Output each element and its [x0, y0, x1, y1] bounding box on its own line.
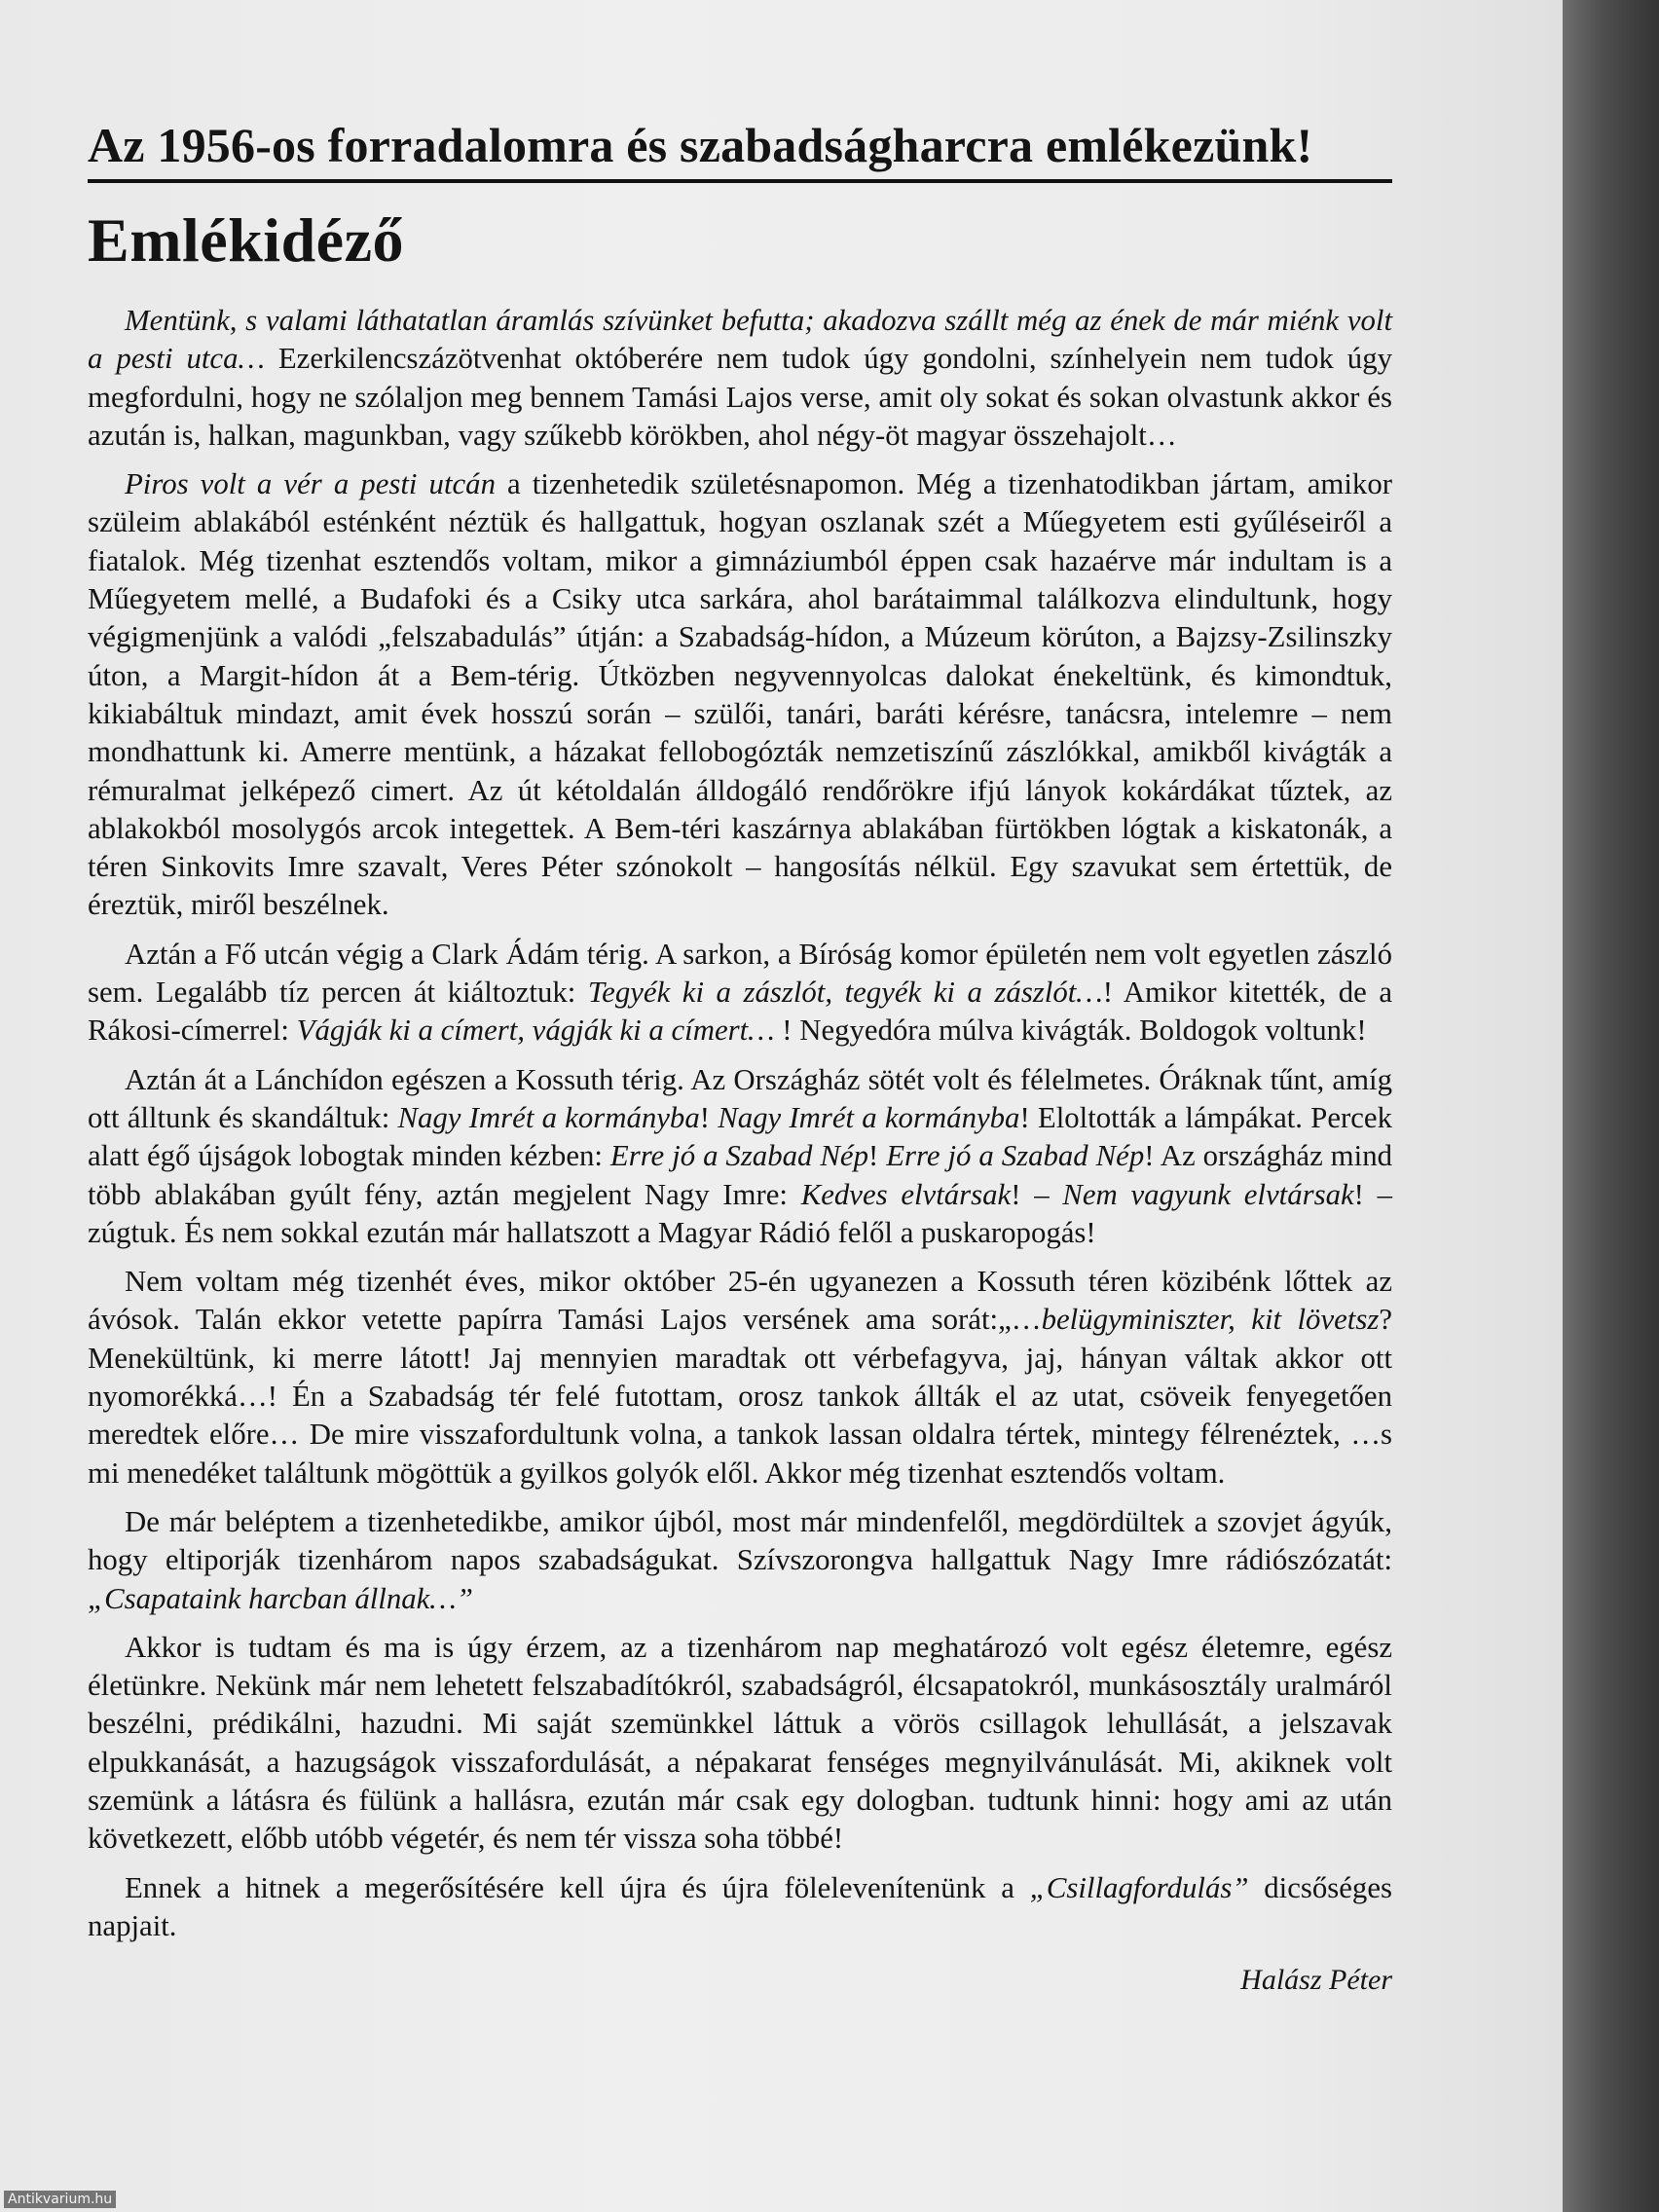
binding-shadow	[1563, 0, 1659, 2212]
article-body	[88, 302, 1392, 1945]
italic-quote: Vágják ki a címert, vágják ki a címert…	[296, 1014, 775, 1048]
italic-quote: „Csillagfordulás”	[1029, 1870, 1249, 1904]
text-run: !	[699, 1100, 719, 1134]
italic-quote: Mentünk, s valami láthatatlan áramlás szívünket befutta; akadozva szállt még az ének de már miénk volt a pesti utca…	[88, 304, 1392, 376]
text-run: De már beléptem a tizenhetedikbe, amikor újból, most már mindenfelől, megdördültek a szovjet ágyúk, hogy eltiporják tizenhárom napos szabadságukat. Szívszorongva hallgattuk Nagy Imre rádiószózatát:	[88, 1504, 1392, 1577]
text-run: Aztán át a Lánchídon egészen a Kossuth térig. Az Országház sötét volt és félelmetes. Óráknak tűnt, amíg ott álltunk és skandáltuk:	[88, 1062, 1392, 1134]
text-run: ! Negyedóra múlva kivágták. Boldogok voltunk!	[774, 1014, 1367, 1048]
article	[88, 115, 1392, 2000]
text-run: ! Eloltották a lámpákat. Percek alatt égő újságok lobogtak minden kézben:	[88, 1100, 1392, 1173]
italic-quote: Nagy Imrét a kormányba	[397, 1100, 700, 1134]
text-run: ! Amikor kitették, de a Rákosi-címerrel:	[88, 976, 1392, 1048]
paragraph	[88, 936, 1392, 1051]
text-run: !	[867, 1139, 887, 1173]
paragraph	[88, 302, 1392, 455]
section-header: Az 1956-os forradalomra és szabadságharcra emlékezünk!	[88, 115, 1392, 183]
text-run: Ezerkilencszázötvenhat októberére nem tudok úgy gondolni, színhelyein nem tudok úgy megfordulni, hogy ne szólaljon meg bennem Tamási Lajos verse, amit oly sokat és sokan olvastunk akkor és azután is, halkan, magunkban, vagy szűkebb körökben, ahol négy-öt magyar összehajolt…	[88, 342, 1393, 452]
text-run: ! Az országház mind több ablakában gyúlt fény, aztán megjelent Nagy Imre:	[88, 1139, 1392, 1211]
paragraph	[88, 1263, 1392, 1493]
italic-quote: belügyminiszter, kit lövetsz	[1041, 1303, 1380, 1337]
author-signature: Halász Péter	[1240, 1964, 1392, 1997]
italic-quote: Tegyék ki a zászlót, tegyék ki a zászlót…	[587, 976, 1103, 1010]
text-run: Nem voltam még tizenhét éves, mikor október 25-én ugyanezen a Kossuth téren közibénk lőttek az ávósok. Talán ekkor vetette papírra Tamási Lajos versének ama sorát:„…	[88, 1265, 1392, 1337]
italic-quote: Kedves elvtársak	[800, 1177, 1012, 1211]
paragraph	[88, 465, 1392, 925]
text-run: ! – zúgtuk. És nem sokkal ezután már hallatszott a Magyar Rádió felől a puskaropogás!	[88, 1177, 1392, 1249]
text-run: ? Menekültünk, ki merre látott! Jaj mennyien maradtak ott vérbefagyva, jaj, hányan váltak akkor ott nyomorékká…! Én a Szabadság tér felé futottam, orosz tankok állták el az utat, csöveik fenyegetően meredtek előre… De mire visszafordultunk volna, a tankok lassan oldalra tértek, mintegy félrenéztek, …s mi menedéket találtunk mögöttük a gyilkos golyók elől. Akkor még tizenhat esztendős voltam.	[88, 1303, 1392, 1490]
paragraph	[88, 1869, 1392, 1946]
text-run: a tizenhetedik születésnapomon. Még a tizenhatodikban jártam, amikor szüleim ablakából esténként néztük és hallgattuk, hogyan oszlanak szét a Műegyetem esti gyűléseiről a fiatalok. Még tizenhat esztendős voltam, mikor a gimnáziumból éppen csak hazaérve már indultam is a Műegyetem mellé, a Budafoki és a Csiky utca sarkára, ahol barátaimmal találkozva elindultunk, hogy végigmenjünk a valódi „felszabadulás” útján: a Szabadság-hídon, a Múzeum körúton, a Bajzsy-Zsilinszky úton, a Margit-hídon át a Bem-térig. Útközben negyvennyolcas dalokat énekeltünk, és kimondtuk, kikiabáltuk mindazt, amit évek hosszú során – szülői, tanári, baráti kérésre, tanácsra, intelemre – nem mondhattunk ki. Amerre mentünk, a házakat fellobogózták nemzetiszínű zászlókkal, amikből kivágták a rémuralmat jelképező cimert. Az út kétoldalán álldogáló rendőrökre ifjú lányok kokárdákat tűztek, az ablakokból mosolygós arcok integettek. A Bem-téri kaszárnya ablakában fürtökben lógtak a kiskatonák, a téren Sinkovits Imre szavalt, Veres Péter szónokolt – hangosítás nélkül. Egy szavukat sem értettük, de éreztük, miről beszélnek.	[88, 467, 1392, 922]
italic-quote: Nagy Imrét a kormányba	[718, 1100, 1020, 1134]
italic-quote: „Csapataink harcban állnak…”	[88, 1581, 473, 1615]
italic-quote: Erre jó a Szabad Nép	[886, 1139, 1145, 1173]
text-run: Ennek a hitnek a megerősítésére kell újra és újra fölelevenítenünk a	[125, 1870, 1030, 1904]
watermark: Antikvarium.hu	[4, 2191, 116, 2208]
paragraph	[88, 1629, 1392, 1859]
article-title: Emlékidéző	[88, 205, 404, 275]
italic-quote: Erre jó a Szabad Nép	[609, 1139, 868, 1173]
paragraph	[88, 1503, 1392, 1618]
italic-quote: Piros volt a vér a pesti utcán	[125, 467, 496, 501]
italic-quote: Nem vagyunk elvtársak	[1062, 1177, 1354, 1211]
text-run: ! –	[1011, 1177, 1063, 1211]
text-run: Akkor is tudtam és ma is úgy érzem, az a tizenhárom nap meghatározó volt egész életemre, egész életünkre. Nekünk már nem lehetett felszabadítókról, szabadságról, élcsapatokról, munkásosztály uralmáról beszélni, prédikálni, hazudni. Mi saját szemünkkel láttuk a vörös csillagok lehullását, a jelszavak elpukkanását, a hazugságok visszafordulását, a népakarat fenséges megnyilvánulását. Mi, akiknek volt szemünk a látásra és fülünk a hallásra, ezután már csak egy dologban. tudtunk hinni: hogy ami az után következett, előbb utóbb végetér, és nem tér vissza soha többé!	[88, 1630, 1392, 1856]
text-run: Aztán a Fő utcán végig a Clark Ádám térig. A sarkon, a Bíróság komor épületén nem volt egyetlen zászló sem. Legalább tíz percen át kiáltoztuk:	[88, 937, 1392, 1010]
text-run: dicsőséges napjait.	[88, 1870, 1392, 1942]
paragraph	[88, 1061, 1392, 1252]
